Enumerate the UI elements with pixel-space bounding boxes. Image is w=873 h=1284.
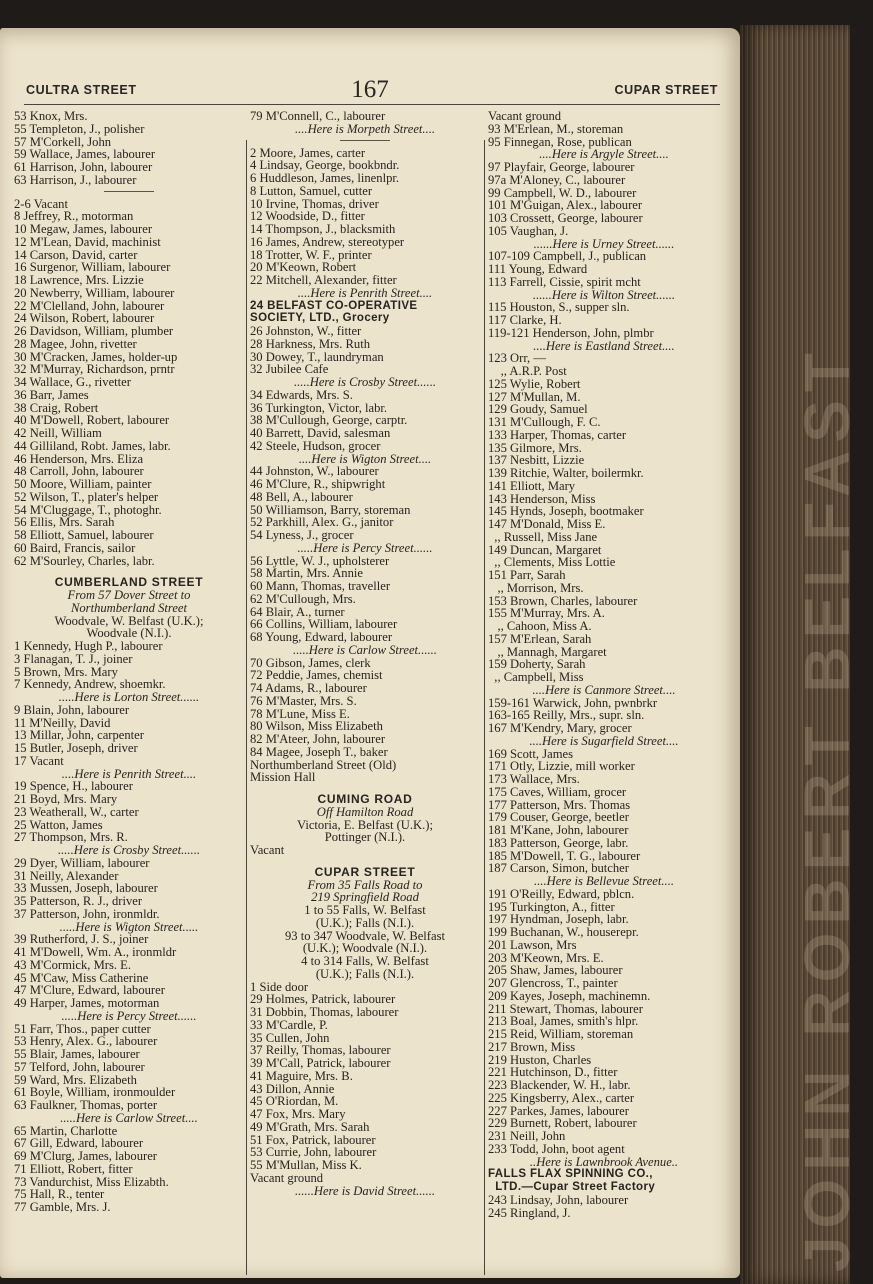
directory-entry: 141 Elliott, Mary xyxy=(488,478,576,493)
directory-note: ......Here is Wilton Street...... xyxy=(532,287,676,302)
directory-entry: 37 Reilly, Thomas, labourer xyxy=(250,1043,391,1058)
directory-note: ....Here is Eastland Street.... xyxy=(533,338,675,353)
directory-entry: 37 Patterson, John, ironmldr. xyxy=(14,906,160,921)
directory-note: From 57 Dover Street to xyxy=(67,588,191,602)
directory-entry: 43 Dillon, Annie xyxy=(250,1081,335,1096)
directory-entry: 129 Goudy, Samuel xyxy=(488,402,588,417)
directory-entry: 117 Clarke, H. xyxy=(488,313,562,327)
directory-entry: 79 M'Connell, C., labourer xyxy=(250,109,386,123)
directory-entry: 2 Moore, James, carter xyxy=(250,145,366,160)
page-number: 167 xyxy=(351,76,389,103)
directory-entry: 95 Finnegan, Rose, publican xyxy=(488,134,632,149)
directory-entry: 63 Faulkner, Thomas, porter xyxy=(14,1098,158,1112)
directory-entry: 1 Side door xyxy=(250,979,309,994)
directory-entry: 185 M'Dowell, T. G., labourer xyxy=(488,848,641,863)
directory-entry: 76 M'Master, Mrs. S. xyxy=(250,693,357,708)
directory-entry: 53 Henry, Alex. G., labourer xyxy=(14,1034,158,1049)
directory-entry: 34 Wallace, G., rivetter xyxy=(14,375,131,389)
directory-note: ....Here is Wigton Street.... xyxy=(298,451,432,466)
directory-entry: 29 Holmes, Patrick, labourer xyxy=(250,992,396,1007)
directory-entry: 56 Ellis, Mrs. Sarah xyxy=(14,515,115,530)
directory-entry: 48 Bell, A., labourer xyxy=(250,489,353,504)
directory-entry: 14 Carson, David, carter xyxy=(14,247,138,262)
directory-entry: 73 Vandurchist, Miss Elizabth. xyxy=(14,1174,169,1189)
directory-entry: 223 Blackender, W. H., labr. xyxy=(488,1078,631,1092)
directory-entry: ,, Russell, Miss Jane xyxy=(488,529,598,544)
directory-entry: 29 Dyer, William, labourer xyxy=(14,855,150,870)
directory-note: .....Here is Percy Street...... xyxy=(297,540,433,555)
business-entry: LTD.—Cupar Street Factory xyxy=(488,1181,656,1193)
directory-entry: 36 Turkington, Victor, labr. xyxy=(250,400,388,415)
directory-entry: 20 M'Keown, Robert xyxy=(250,260,357,275)
directory-entry: 63 Harrison, J., labourer xyxy=(14,172,137,187)
directory-entry: 159 Doherty, Sarah xyxy=(488,657,586,672)
directory-entry: 66 Collins, William, labourer xyxy=(250,617,398,632)
directory-entry: 50 Moore, William, painter xyxy=(14,477,152,491)
directory-entry: 22 M'Clelland, John, labourer xyxy=(14,298,165,313)
directory-entry: 2-6 Vacant xyxy=(14,196,68,211)
directory-entry: 219 Huston, Charles xyxy=(488,1052,592,1067)
directory-entry: 12 M'Lean, David, machinist xyxy=(14,234,161,249)
directory-entry: Northumberland Street (Old) xyxy=(250,757,397,772)
directory-entry: 26 Johnston, W., fitter xyxy=(250,324,362,338)
directory-entry: 221 Hutchinson, D., fitter xyxy=(488,1065,618,1080)
header-rule xyxy=(24,104,720,105)
directory-entry: 211 Stewart, Thomas, labourer xyxy=(488,1001,643,1016)
directory-entry: 28 Magee, John, rivetter xyxy=(14,336,137,351)
ward-info: (U.K.); Falls (N.I.). xyxy=(315,966,415,981)
directory-entry: 213 Boal, James, smith's hlpr. xyxy=(488,1014,639,1029)
directory-note: .....Here is Crosby Street...... xyxy=(57,843,200,857)
directory-note: ....Here is Canmore Street.... xyxy=(532,682,676,697)
column-2 xyxy=(250,110,480,1197)
directory-note: .....Here is Wigton Street..... xyxy=(59,919,199,934)
directory-entry: 183 Patterson, George, labr. xyxy=(488,835,629,850)
directory-note: .....Here is Carlow Street...... xyxy=(293,642,437,657)
directory-entry: 127 M'Mullan, M. xyxy=(488,389,581,404)
directory-entry: 8 Jeffrey, R., motorman xyxy=(14,209,134,224)
directory-entry: 245 Ringland, J. xyxy=(488,1205,571,1220)
directory-entry: 97 Playfair, George, labourer xyxy=(488,160,635,174)
directory-entry: 50 Williamson, Barry, storeman xyxy=(250,502,411,517)
street-heading: CUMING ROAD xyxy=(317,792,413,806)
directory-entry: 42 Neill, William xyxy=(14,426,102,440)
directory-entry: 61 Boyle, William, ironmoulder xyxy=(14,1085,176,1100)
directory-entry: 143 Henderson, Miss xyxy=(488,491,596,506)
directory-entry: 10 Megaw, James, labourer xyxy=(14,222,153,236)
directory-entry: 25 Watton, James xyxy=(14,817,103,832)
directory-entry: 135 Gilmore, Mrs. xyxy=(488,440,582,455)
street-heading: CUPAR STREET xyxy=(314,864,416,879)
directory-entry: 46 Henderson, Mrs. Eliza xyxy=(14,451,144,466)
directory-entry: ,, Cahoon, Miss A. xyxy=(488,619,592,633)
directory-entry: 51 Fox, Patrick, labourer xyxy=(250,1132,376,1147)
directory-entry: 40 M'Dowell, Robert, labourer xyxy=(14,413,170,428)
directory-entry: 47 Fox, Mrs. Mary xyxy=(250,1107,346,1121)
book-page-edges xyxy=(740,25,863,1284)
directory-entry: 159-161 Warwick, John, pwnbrkr xyxy=(488,695,658,710)
ward-info: 93 to 347 Woodvale, W. Belfast xyxy=(284,928,445,943)
directory-entry: 111 Young, Edward xyxy=(488,262,588,276)
directory-entry: 199 Buchanan, W., houserepr. xyxy=(488,925,639,939)
directory-entry: 169 Scott, James xyxy=(488,746,574,761)
directory-entry: 8 Lutton, Samuel, cutter xyxy=(250,183,373,198)
directory-entry: 34 Edwards, Mrs. S. xyxy=(250,387,353,402)
directory-entry: 153 Brown, Charles, labourer xyxy=(488,593,638,608)
directory-entry: 103 Crossett, George, labourer xyxy=(488,211,643,225)
directory-entry: 32 M'Murray, Richardson, prntr xyxy=(14,362,175,377)
ward-info: (U.K.); Woodvale (N.I.). xyxy=(302,941,428,956)
directory-note: .....Here is Carlow Street.... xyxy=(60,1110,198,1125)
directory-entry: 163-165 Reilly, Mrs., supr. sln. xyxy=(488,708,645,723)
directory-entry: 28 Harkness, Mrs. Ruth xyxy=(250,336,370,351)
directory-entry: 191 O'Reilly, Edward, pblcn. xyxy=(488,886,635,901)
directory-entry: ,, Mannagh, Margaret xyxy=(488,644,607,659)
directory-entry: 45 M'Caw, Miss Catherine xyxy=(14,970,149,985)
directory-entry: 233 Todd, John, boot agent xyxy=(488,1141,625,1156)
directory-entry: Mission Hall xyxy=(250,770,316,785)
directory-entry: 30 M'Cracken, James, holder-up xyxy=(14,349,178,364)
ward-info: Victoria, E. Belfast (U.K.); xyxy=(297,817,433,832)
business-entry: SOCIETY, LTD., Grocery xyxy=(250,312,390,325)
directory-entry: 82 M'Ateer, John, labourer xyxy=(250,732,386,746)
directory-entry: 179 Couser, George, beetler xyxy=(488,810,629,825)
directory-entry: 119-121 Henderson, John, plmbr xyxy=(488,325,654,340)
column-1 xyxy=(14,110,244,1214)
directory-entry: 187 Carson, Simon, butcher xyxy=(488,861,629,876)
spacer xyxy=(250,784,480,790)
directory-entry: 42 Steele, Hudson, grocer xyxy=(250,438,381,453)
directory-entry: 93 M'Erlean, M., storeman xyxy=(488,121,624,136)
business-entry: FALLS FLAX SPINNING CO., xyxy=(488,1168,653,1181)
directory-entry: 77 Gamble, Mrs. J. xyxy=(14,1200,111,1214)
directory-entry: 177 Patterson, Mrs. Thomas xyxy=(488,797,631,812)
directory-entry: 16 Surgenor, William, labourer xyxy=(14,260,171,275)
directory-entry: 35 Patterson, R. J., driver xyxy=(14,894,143,908)
directory-note: ......Here is David Street...... xyxy=(294,1183,436,1198)
directory-note: ....Here is Argyle Street.... xyxy=(539,147,669,162)
separator-rule xyxy=(104,191,154,192)
ward-info: 1 to 55 Falls, W. Belfast xyxy=(304,903,426,917)
directory-entry: 151 Parr, Sarah xyxy=(488,568,566,582)
directory-note: ......Here is Urney Street...... xyxy=(533,236,675,251)
directory-entry: 52 Parkhill, Alex. G., janitor xyxy=(250,515,394,530)
directory-entry: 155 M'Murray, Mrs. A. xyxy=(488,606,605,621)
directory-entry: 61 Harrison, John, labourer xyxy=(14,160,153,174)
directory-entry: 58 Martin, Mrs. Annie xyxy=(250,566,363,581)
ward-info: Woodvale (N.I.). xyxy=(86,626,172,641)
directory-entry: 60 Baird, Francis, sailor xyxy=(14,540,136,555)
directory-entry: 24 Wilson, Robert, labourer xyxy=(14,311,155,326)
directory-entry: 207 Glencross, T., painter xyxy=(488,976,618,990)
directory-entry: 31 Neilly, Alexander xyxy=(14,868,119,883)
directory-entry: 80 Wilson, Miss Elizabeth xyxy=(250,719,383,734)
directory-entry: 33 M'Cardle, P. xyxy=(250,1017,328,1032)
directory-entry: 173 Wallace, Mrs. xyxy=(488,772,580,786)
directory-entry: 175 Caves, William, grocer xyxy=(488,784,627,799)
directory-entry: 70 Gibson, James, clerk xyxy=(250,655,371,670)
directory-entry: 67 Gill, Edward, labourer xyxy=(14,1136,144,1151)
directory-entry: 101 M'Guigan, Alex., labourer xyxy=(488,198,643,213)
directory-entry: 44 Johnston, W., labourer xyxy=(250,464,379,479)
directory-entry: 26 Davidson, William, plumber xyxy=(14,324,174,338)
directory-entry: 38 M'Cullough, George, carptr. xyxy=(250,413,408,428)
directory-entry: 54 Lyness, J., grocer xyxy=(250,528,354,542)
directory-entry: 6 Huddleson, James, linenlpr. xyxy=(250,171,400,185)
directory-entry: 52 Wilson, T., plater's helper xyxy=(14,489,159,504)
directory-entry: 18 Lawrence, Mrs. Lizzie xyxy=(14,273,144,287)
directory-entry: ,, Morrison, Mrs. xyxy=(488,580,584,595)
directory-entry: 195 Turkington, A., fitter xyxy=(488,899,615,914)
directory-entry: 75 Hall, R., tenter xyxy=(14,1187,105,1202)
directory-entry: 68 Young, Edward, labourer xyxy=(250,630,393,644)
directory-entry: 18 Trotter, W. F., printer xyxy=(250,247,372,262)
directory-entry: 55 M'Mullan, Miss K. xyxy=(250,1158,362,1172)
directory-entry: 46 M'Clure, R., shipwright xyxy=(250,477,386,491)
directory-entry: ,, A.R.P. Post xyxy=(488,364,567,378)
directory-entry: 53 Knox, Mrs. xyxy=(14,109,88,123)
directory-entry: 21 Boyd, Mrs. Mary xyxy=(14,792,118,806)
directory-entry: 203 M'Keown, Mrs. E. xyxy=(488,950,604,965)
directory-entry: 58 Elliott, Samuel, labourer xyxy=(14,528,154,542)
directory-note: .....Here is Percy Street...... xyxy=(61,1008,197,1023)
directory-entry: 12 Woodside, D., fitter xyxy=(250,209,365,224)
directory-entry: 14 Thompson, J., blacksmith xyxy=(250,222,396,236)
spacer xyxy=(250,857,480,863)
directory-entry: 36 Barr, James xyxy=(14,387,89,402)
directory-entry: 201 Lawson, Mrs xyxy=(488,937,577,952)
directory-entry: 167 M'Kendry, Mary, grocer xyxy=(488,721,632,735)
directory-entry: 60 Mann, Thomas, traveller xyxy=(250,579,391,593)
directory-entry: 44 Gilliland, Robt. James, labr. xyxy=(14,438,171,453)
directory-entry: 147 M'Donald, Miss E. xyxy=(488,517,606,531)
directory-entry: 243 Lindsay, John, labourer xyxy=(488,1192,629,1207)
directory-entry: 22 Mitchell, Alexander, fitter xyxy=(250,273,397,287)
directory-entry: 19 Spence, H., labourer xyxy=(14,779,133,794)
directory-note: ....Here is Penrith Street.... xyxy=(61,766,197,781)
directory-entry: 181 M'Kane, John, labourer xyxy=(488,823,629,837)
directory-entry: 39 Rutherford, J. S., joiner xyxy=(14,932,149,947)
directory-entry: 105 Vaughan, J. xyxy=(488,223,569,238)
directory-entry: 205 Shaw, James, labourer xyxy=(488,963,623,978)
directory-entry: 3 Flanagan, T. J., joiner xyxy=(14,651,133,666)
directory-entry: 131 M'Cullough, F. C. xyxy=(488,415,601,429)
directory-note: ....Here is Penrith Street.... xyxy=(297,285,433,300)
directory-entry: 71 Elliott, Robert, fitter xyxy=(14,1161,133,1176)
directory-entry: 56 Lyttle, W. J., upholsterer xyxy=(250,553,390,568)
directory-entry: ,, Clements, Miss Lottie xyxy=(488,555,616,570)
directory-entry: 133 Harper, Thomas, carter xyxy=(488,427,627,442)
directory-entry: 16 James, Andrew, stereotyper xyxy=(250,234,405,249)
directory-entry: 41 M'Dowell, Wm. A., ironmldr xyxy=(14,945,177,959)
directory-entry: 171 Otly, Lizzie, mill worker xyxy=(488,759,635,774)
directory-entry: 217 Brown, Miss xyxy=(488,1039,576,1054)
street-heading: CUMBERLAND STREET xyxy=(54,575,204,590)
directory-note: Off Hamilton Road xyxy=(316,804,414,819)
directory-entry: 62 M'Cullough, Mrs. xyxy=(250,591,356,606)
directory-entry: 53 Currie, John, labourer xyxy=(250,1145,377,1160)
directory-entry: 123 Orr, — xyxy=(488,351,546,366)
directory-entry: 69 M'Clurg, James, labourer xyxy=(14,1149,157,1163)
directory-note: ....Here is Sugarfield Street.... xyxy=(529,733,679,748)
directory-entry: 149 Duncan, Margaret xyxy=(488,542,602,557)
spine-lettering: JOHN ROBERT BELFAST xyxy=(791,345,863,1273)
directory-entry: 197 Hyndman, Joseph, labr. xyxy=(488,912,629,927)
directory-entry: 45 O'Riordan, M. xyxy=(250,1094,339,1109)
directory-entry: 62 M'Sourley, Charles, labr. xyxy=(14,553,155,568)
directory-entry: 72 Peddie, James, chemist xyxy=(250,668,383,683)
directory-entry: 31 Dobbin, Thomas, labourer xyxy=(250,1005,399,1019)
directory-entry: 57 Telford, John, labourer xyxy=(14,1059,145,1074)
directory-entry: 9 Blain, John, labourer xyxy=(14,702,130,717)
directory-note: .....Here is Crosby Street...... xyxy=(293,375,436,389)
directory-entry: 10 Irvine, Thomas, driver xyxy=(250,196,379,211)
running-head-right: CUPAR STREET xyxy=(614,83,718,97)
business-entry: 24 BELFAST CO-OPERATIVE xyxy=(250,299,418,312)
directory-entry: 139 Ritchie, Walter, boilermkr. xyxy=(488,466,644,480)
column-divider xyxy=(246,140,247,1275)
directory-entry: 4 Lindsay, George, bookbndr. xyxy=(250,158,400,173)
directory-entry: 115 Houston, S., supper sln. xyxy=(488,300,630,315)
directory-entry: 54 M'Cluggage, T., photoghr. xyxy=(14,502,162,517)
directory-entry: 107-109 Campbell, J., publican xyxy=(488,249,647,264)
directory-entry: Vacant ground xyxy=(488,109,562,123)
directory-entry: 27 Thompson, Mrs. R. xyxy=(14,830,128,845)
directory-entry: 51 Farr, Thos., paper cutter xyxy=(14,1021,151,1036)
directory-entry: 41 Maguire, Mrs. B. xyxy=(250,1068,353,1083)
directory-entry: 157 M'Erlean, Sarah xyxy=(488,631,592,646)
directory-entry: 145 Hynds, Joseph, bootmaker xyxy=(488,504,644,519)
directory-entry: 15 Butler, Joseph, driver xyxy=(14,741,138,755)
directory-entry: 5 Brown, Mrs. Mary xyxy=(14,664,118,679)
directory-note: Northumberland Street xyxy=(70,600,188,615)
directory-entry: 59 Ward, Mrs. Elizabeth xyxy=(14,1072,137,1087)
directory-entry: 47 M'Clure, Edward, labourer xyxy=(14,983,165,998)
directory-entry: ,, Campbell, Miss xyxy=(488,670,584,684)
directory-entry: 39 M'Call, Patrick, labourer xyxy=(250,1056,391,1070)
directory-entry: 38 Craig, Robert xyxy=(14,400,99,415)
directory-entry: 225 Kingsberry, Alex., carter xyxy=(488,1090,635,1105)
ward-info: Pottinger (N.I.). xyxy=(324,830,406,845)
directory-entry: 97a M'Aloney, C., labourer xyxy=(488,172,626,187)
directory-entry: Vacant ground xyxy=(250,1170,324,1185)
directory-entry: 55 Blair, James, labourer xyxy=(14,1047,140,1061)
directory-entry: 48 Carroll, John, labourer xyxy=(14,464,144,479)
spacer xyxy=(14,567,244,573)
directory-entry: 231 Neill, John xyxy=(488,1129,566,1143)
directory-entry: 74 Adams, R., labourer xyxy=(250,681,367,695)
directory-note: ....Here is Bellevue Street.... xyxy=(534,874,674,888)
directory-note: ....Here is Morpeth Street.... xyxy=(294,121,436,136)
directory-entry: 20 Newberry, William, labourer xyxy=(14,285,175,300)
directory-entry: 78 M'Lune, Miss E. xyxy=(250,706,350,721)
directory-entry: 59 Wallace, James, labourer xyxy=(14,147,156,162)
directory-note: 219 Springfield Road xyxy=(311,890,419,905)
directory-page xyxy=(0,28,740,1278)
directory-entry: 64 Blair, A., turner xyxy=(250,604,345,619)
directory-entry: 43 M'Cormick, Mrs. E. xyxy=(14,957,132,972)
directory-entry: 11 M'Neilly, David xyxy=(14,715,111,730)
directory-entry: 40 Barrett, David, salesman xyxy=(250,426,391,440)
directory-entry: 65 Martin, Charlotte xyxy=(14,1123,118,1138)
running-head-left: CULTRA STREET xyxy=(26,83,137,97)
directory-entry: 57 M'Corkell, John xyxy=(14,134,112,149)
ward-info: Woodvale, W. Belfast (U.K.); xyxy=(54,613,204,628)
directory-entry: 33 Mussen, Joseph, labourer xyxy=(14,881,158,896)
directory-entry: 17 Vacant xyxy=(14,753,64,768)
directory-entry: 49 M'Grath, Mrs. Sarah xyxy=(250,1119,370,1134)
directory-entry: 84 Magee, Joseph T., baker xyxy=(250,744,388,759)
ward-info: 4 to 314 Falls, W. Belfast xyxy=(301,954,429,968)
ward-info: (U.K.); Falls (N.I.). xyxy=(315,915,415,930)
directory-entry: 23 Weatherall, W., carter xyxy=(14,804,139,819)
separator-rule xyxy=(340,140,390,141)
directory-entry: 7 Kennedy, Andrew, shoemkr. xyxy=(14,677,166,692)
directory-entry: 209 Kayes, Joseph, machinemn. xyxy=(488,988,651,1003)
column-divider xyxy=(484,140,485,1275)
directory-entry: 113 Farrell, Cissie, spirit mcht xyxy=(488,274,641,289)
directory-entry: 55 Templeton, J., polisher xyxy=(14,121,145,136)
directory-entry: 229 Burnett, Robert, labourer xyxy=(488,1116,637,1131)
directory-entry: 13 Millar, John, carpenter xyxy=(14,728,144,743)
directory-entry: 227 Parkes, James, labourer xyxy=(488,1103,629,1118)
directory-entry: 137 Nesbitt, Lizzie xyxy=(488,453,585,468)
directory-note: From 35 Falls Road to xyxy=(307,877,423,892)
directory-entry: 215 Reid, William, storeman xyxy=(488,1027,634,1041)
directory-note: .....Here is Lorton Street...... xyxy=(58,690,200,704)
directory-entry: 32 Jubilee Cafe xyxy=(250,362,329,377)
directory-entry: 35 Cullen, John xyxy=(250,1030,330,1045)
directory-entry: 30 Dowey, T., laundryman xyxy=(250,349,384,364)
directory-entry: 99 Campbell, W. D., labourer xyxy=(488,185,637,200)
column-3 xyxy=(488,110,720,1219)
directory-entry: 49 Harper, James, motorman xyxy=(14,996,160,1010)
directory-entry: 125 Wylie, Robert xyxy=(488,376,581,391)
directory-entry: 1 Kennedy, Hugh P., labourer xyxy=(14,639,163,653)
directory-entry: Vacant xyxy=(250,843,285,857)
directory-note: ..Here is Lawnbrook Avenue.. xyxy=(529,1154,679,1169)
